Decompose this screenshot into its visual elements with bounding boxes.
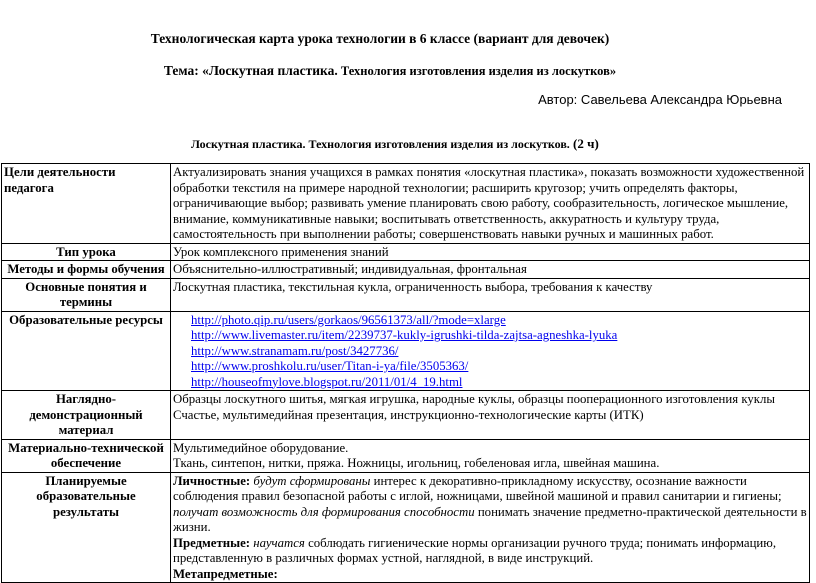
resource-link[interactable]: http://photo.qip.ru/users/gorkaos/96561373/all/?mode=xlarge [191,312,506,327]
table-row [2,391,810,440]
personal-label: Личностные: [173,473,251,488]
personal-text: интерес к декоративно-прикладному искусству, осознание важности соблюдения правил безопасной работы с иглой, ножницами, швейной машиной и правил санитарии и гигиены; [173,473,782,503]
resource-link[interactable]: http://www.livemaster.ru/item/2239737-kukly-igrushki-tilda-zajtsa-agneshka-lyuka [191,328,618,342]
row-content-goals: Актуализировать знания учащихся в рамках понятия «лоскутная пластика», показать возможности художественной обработки текстиля на примере народной технологии; расширить кругозор; учить определять факторы, ограничивающие выбор; развивать умение планировать свою работу, сообразительность, логическое мышление, внимание, коммуникативные навыки; воспитывать ответственность, аккуратность и культуру труда, самостоятельность при выполнении работы; совершенствовать навыки ручных и машинных работ. [171,164,810,244]
resource-link-list [173,313,807,391]
row-content-results [171,472,810,583]
row-label-methods: Методы и формы обучения [2,261,171,279]
row-label-equipment: Материально-технической обеспечение [2,439,171,472]
personal-text: понимать значение предметно-практической деятельности в жизни. [173,504,807,534]
row-content-methods: Объяснительно-иллюстративный; индивидуальная, фронтальная [171,261,810,279]
resource-link[interactable]: http://www.proshkolu.ru/user/Titan-i-ya/file/3505363/ [191,359,469,373]
table-row [2,164,810,244]
lesson-topic [0,63,780,79]
table-row [2,278,810,311]
subject-text: соблюдать гигиенические нормы организации ручного труда; понимать информацию, представленную в различных формах устной, наглядной, в виде инструкций. [173,535,777,565]
subject-results [173,536,807,567]
row-content-type: Урок комплексного применения знаний [171,243,810,261]
row-content-resources [171,311,810,391]
row-label-goals: Цели деятельности педагога [2,164,171,244]
table-row [2,472,810,583]
row-content-concepts: Лоскутная пластика, текстильная кукла, ограниченность выбора, требования к качеству [171,278,810,311]
row-label-visual: Наглядно-демонстрационный материал [2,391,171,440]
topic-rest: Технология изготовления изделия из лоскутков» [337,64,617,78]
resource-link[interactable]: http://houseofmylove.blogspot.ru/2011/01/4_19.html [191,374,463,389]
row-content-equipment [171,439,810,472]
lesson-subtitle [191,136,599,152]
lesson-hours: (2 ч) [569,136,599,151]
row-label-resources: Образовательные ресурсы [2,311,171,391]
equipment-line: Мультимедийное оборудование. [173,440,349,455]
resource-link[interactable]: http://www.stranamam.ru/post/3427736/ [191,343,399,358]
meta-label: Метапредметные: [173,566,278,581]
row-label-type: Тип урока [2,243,171,261]
author-line: Автор: Савельева Александра Юрьевна [538,92,782,107]
row-label-results: Планируемые образовательные результаты [2,472,171,583]
equipment-line: Ткань, синтепон, нитки, пряжа. Ножницы, игольниц, гобеленовая игла, швейная машина. [173,456,660,470]
topic-prefix: Тема: «Лоскутная пластика. [163,63,338,78]
row-label-concepts: Основные понятия и термины [2,278,171,311]
personal-results [173,474,807,536]
personal-em: получат возможность для формирования способности [173,504,475,519]
personal-em: будут сформированы [250,473,371,488]
table-row [2,261,810,279]
subject-label: Предметные: [173,535,251,550]
table-row [2,311,810,391]
subject-em: научатся [250,535,305,550]
table-row [2,243,810,261]
row-content-visual: Образцы лоскутного шитья, мягкая игрушка, народные куклы, образцы пооперационного изготовления куклы Счастье, мультимедийная презентация, инструкционно-технологические карты (ИТК) [171,391,810,440]
subtitle-text: Лоскутная пластика. Технология изготовления изделия из лоскутков. [191,137,570,151]
document-title: Технологическая карта урока технологии в 6 классе (вариант для девочек) [150,31,610,46]
table-row [2,439,810,472]
lesson-plan-table [1,163,810,583]
